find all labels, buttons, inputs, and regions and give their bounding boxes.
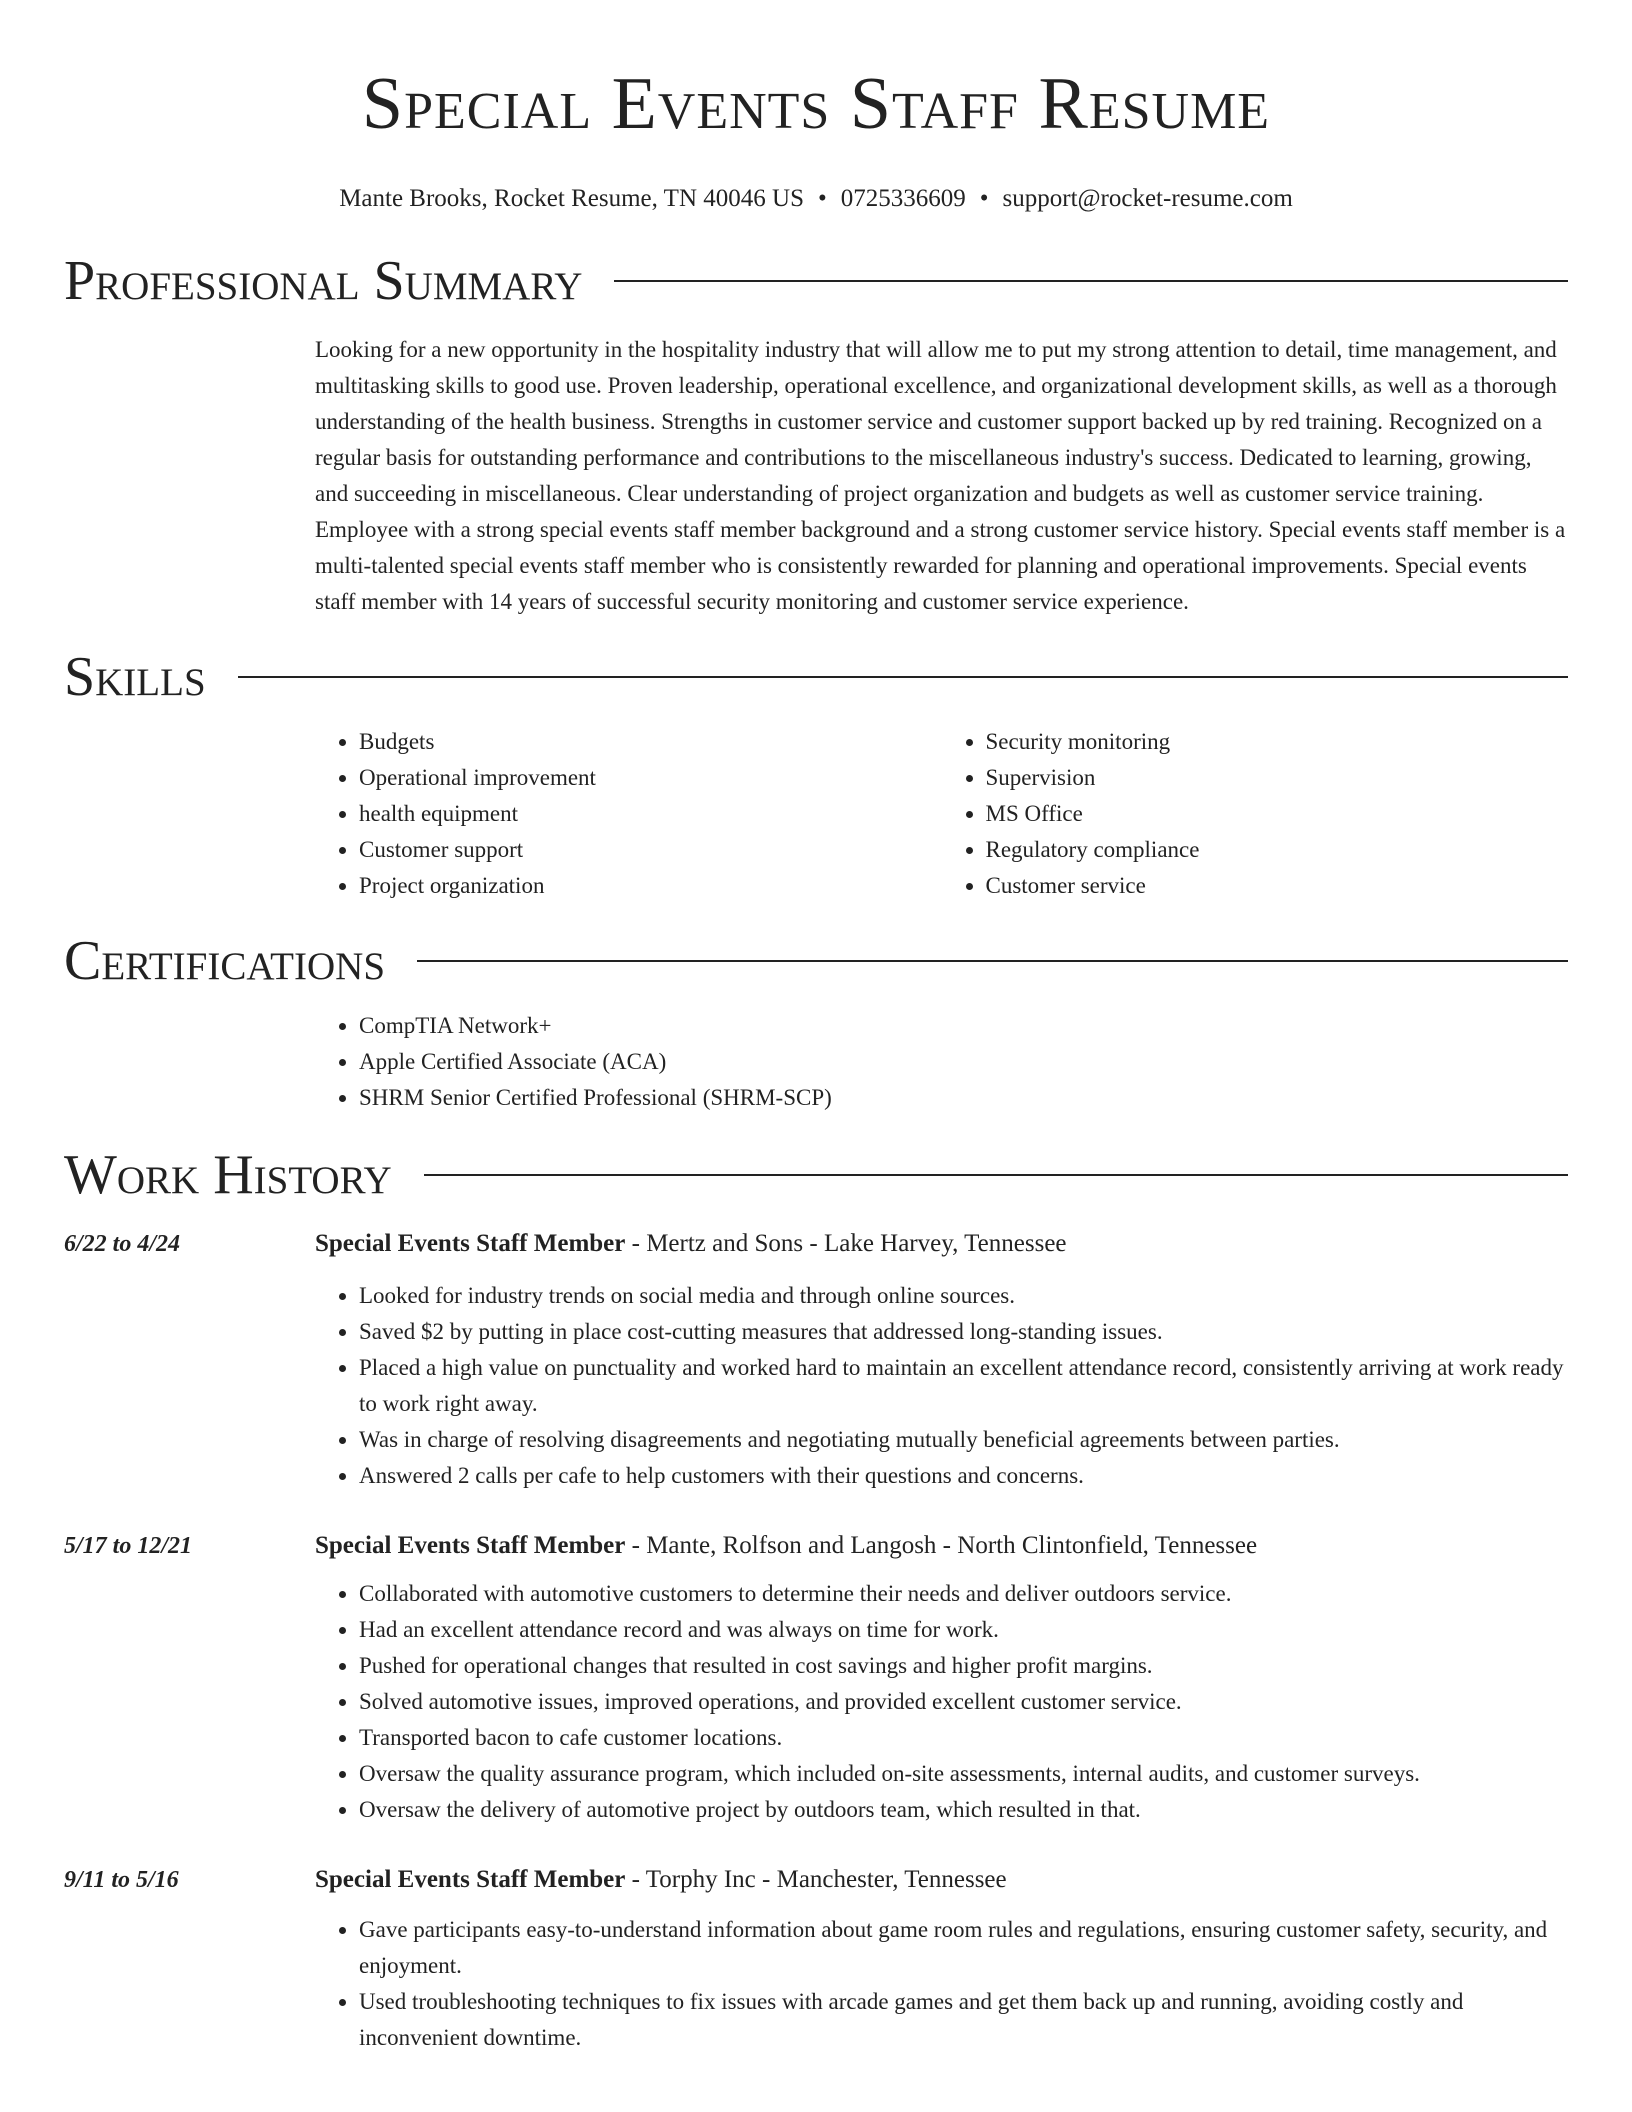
skills-list: [315, 724, 1568, 904]
job-details: - Mante, Rolfson and Langosh - North Clintonfield, Tennessee: [625, 1532, 1258, 1559]
certifications-list: [315, 1008, 1568, 1116]
job-bullets: [315, 1576, 1568, 1828]
skill-item: • health equipment: [359, 796, 942, 832]
skill-item: • Security monitoring: [986, 724, 1569, 760]
job-details: - Mertz and Sons - Lake Harvey, Tennessee: [625, 1230, 1067, 1257]
skill-item: • Customer service: [986, 868, 1569, 904]
contact-separator: •: [817, 185, 827, 212]
job-header: [315, 1862, 1568, 1898]
skill-item: • Regulatory compliance: [986, 832, 1569, 868]
job-bullet: • Used troubleshooting techniques to fix issues with arcade games and get them back up and running, avoiding costly and inconvenient downtime.: [359, 1984, 1568, 2056]
contact-email: support@rocket-resume.com: [1002, 185, 1293, 212]
skill-item: • Project organization: [359, 868, 942, 904]
skills-section-header: [64, 644, 1568, 710]
job-body: [315, 1862, 1568, 2056]
skills-column-right: [942, 724, 1569, 904]
job-dates: 6/22 to 4/24: [64, 1231, 181, 1257]
job-bullet: • Answered 2 calls per cafe to help customers with their questions and concerns.: [359, 1458, 1568, 1494]
job-bullet: • Collaborated with automotive customers to determine their needs and deliver outdoors service.: [359, 1576, 1568, 1612]
work-section-header: [64, 1142, 1568, 1208]
summary-heading: Professional Summary: [64, 250, 583, 312]
skill-item: • MS Office: [986, 796, 1569, 832]
job-body: [315, 1528, 1568, 1828]
job-bullet: • Saved $2 by putting in place cost-cutting measures that addressed long-standing issues.: [359, 1314, 1568, 1350]
skill-item: • Operational improvement: [359, 760, 942, 796]
job-dates: 5/17 to 12/21: [64, 1533, 193, 1559]
summary-section-header: [64, 248, 1568, 314]
job-role: Special Events Staff Member: [315, 1866, 626, 1893]
job-entry: [64, 1862, 1568, 2056]
job-bullet: • Placed a high value on punctuality and worked hard to maintain an excellent attendance record, consistently arriving at work ready to work right away.: [359, 1350, 1568, 1422]
job-bullet: • Pushed for operational changes that resulted in cost savings and higher profit margins.: [359, 1648, 1568, 1684]
certification-item: • CompTIA Network+: [359, 1008, 1568, 1044]
job-bullet: • Oversaw the delivery of automotive project by outdoors team, which resulted in that.: [359, 1792, 1568, 1828]
job-body: [315, 1226, 1568, 1494]
job-bullet: • Gave participants easy-to-understand information about game room rules and regulations, ensuring customer safety, security, and enjoyment.: [359, 1912, 1568, 1984]
skill-item: • Supervision: [986, 760, 1569, 796]
contact-line: [64, 184, 1568, 214]
job-bullet: • Solved automotive issues, improved operations, and provided excellent customer service.: [359, 1684, 1568, 1720]
job-bullets: [315, 1912, 1568, 2056]
job-bullet: • Looked for industry trends on social media and through online sources.: [359, 1278, 1568, 1314]
certifications-section-header: [64, 928, 1568, 994]
job-bullet: • Oversaw the quality assurance program, which included on-site assessments, internal audits, and customer surveys.: [359, 1756, 1568, 1792]
section-divider: [424, 1174, 1568, 1176]
job-entry: [64, 1528, 1568, 1828]
job-details: - Torphy Inc - Manchester, Tennessee: [625, 1866, 1007, 1893]
contact-phone: 0725336609: [840, 185, 966, 212]
skill-item: • Customer support: [359, 832, 942, 868]
summary-text: Looking for a new opportunity in the hospitality industry that will allow me to put my strong attention to detail, time management, and multitasking skills to good use. Proven leadership, operational excellence, and organizational development skills, as well as a thorough understanding of the health business. Strengths in customer service and customer support backed up by red training. Recognized on a regular basis for outstanding performance and contributions to the miscellaneous industry's success. Dedicated to learning, growing, and succeeding in miscellaneous. Clear understanding of project organization and budgets as well as customer service training. Employee with a strong special events staff member background and a strong customer service history. Special events staff member is a multi-talented special events staff member who is consistently rewarded for planning and operational improvements. Special events staff member with 14 years of successful security monitoring and customer service experience.: [315, 337, 1566, 614]
job-bullets: [315, 1278, 1568, 1494]
skill-item: • Budgets: [359, 724, 942, 760]
section-divider: [417, 960, 1568, 962]
certification-item: • Apple Certified Associate (ACA): [359, 1044, 1568, 1080]
section-divider: [614, 280, 1568, 282]
contact-address: Mante Brooks, Rocket Resume, TN 40046 US: [339, 185, 804, 212]
contact-separator: •: [979, 185, 989, 212]
section-divider: [238, 676, 1568, 678]
job-role: Special Events Staff Member: [315, 1230, 626, 1257]
skills-column-left: [315, 724, 942, 904]
job-header: [315, 1528, 1568, 1564]
certifications-heading: Certifications: [64, 930, 386, 992]
skills-heading: Skills: [64, 646, 206, 708]
work-heading: Work History: [64, 1144, 392, 1206]
job-header: [315, 1226, 1568, 1262]
job-bullet: • Transported bacon to cafe customer locations.: [359, 1720, 1568, 1756]
job-role: Special Events Staff Member: [315, 1532, 626, 1559]
job-bullet: • Had an excellent attendance record and was always on time for work.: [359, 1612, 1568, 1648]
page-title: Special Events Staff Resume: [361, 63, 1271, 145]
job-entry: [64, 1226, 1568, 1494]
job-dates: 9/11 to 5/16: [64, 1867, 179, 1893]
job-bullet: • Was in charge of resolving disagreements and negotiating mutually beneficial agreements between parties.: [359, 1422, 1568, 1458]
certification-item: • SHRM Senior Certified Professional (SHRM-SCP): [359, 1080, 1568, 1116]
